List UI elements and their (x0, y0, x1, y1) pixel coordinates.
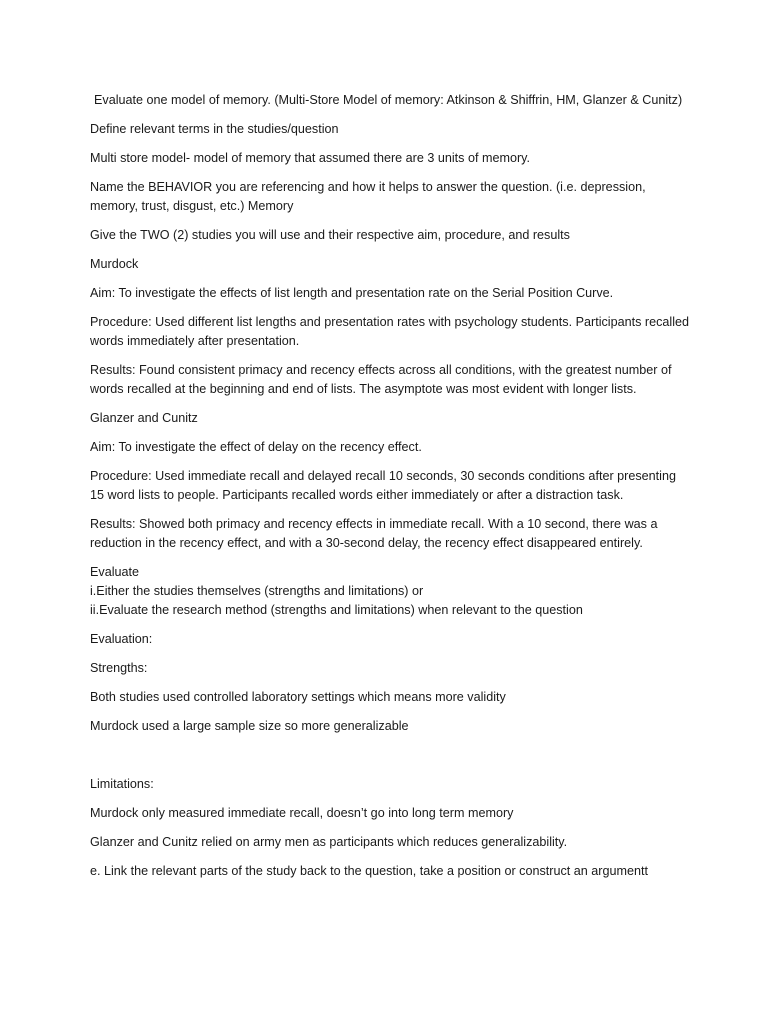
limitations-heading: Limitations: (90, 777, 154, 791)
evaluate-line-3: ii.Evaluate the research method (strengths and limitations) when relevant to the question (90, 603, 583, 617)
study1-aim: Aim: To investigate the effects of list length and presentation rate on the Serial Position Curve. (90, 286, 614, 300)
strength-1: Both studies used controlled laboratory settings which means more validity (90, 690, 506, 704)
study2-results: Results: Showed both primacy and recency effects in immediate recall. With a 10 second, there was a reduction in the recency effect, and with a 30-second delay, the recency effect disappeared entirely. (90, 517, 658, 550)
link-prompt: e. Link the relevant parts of the study back to the question, take a position or construct an argumentt (90, 864, 648, 878)
limitation-2: Glanzer and Cunitz relied on army men as participants which reduces generalizability. (90, 835, 568, 849)
blank-line (90, 746, 690, 775)
study1-name: Murdock (90, 257, 139, 271)
study2-name: Glanzer and Cunitz (90, 411, 198, 425)
study2-procedure: Procedure: Used immediate recall and delayed recall 10 seconds, 30 seconds conditions after presenting 15 word lists to people. Participants recalled words either immediately or after a distraction task. (90, 469, 676, 502)
document-page (90, 91, 690, 891)
evaluate-line-2: i.Either the studies themselves (strengths and limitations) or (90, 584, 424, 598)
behavior-prompt: Name the BEHAVIOR you are referencing and how it helps to answer the question. (i.e. depression, memory, trust, disgust, etc.) Memory (90, 180, 646, 213)
evaluate-line-1: Evaluate (90, 565, 140, 579)
study1-procedure: Procedure: Used different list lengths and presentation rates with psychology students. Participants recalled words immediately after presentation. (90, 315, 690, 348)
strengths-heading: Strengths: (90, 661, 148, 675)
study2-aim: Aim: To investigate the effect of delay on the recency effect. (90, 440, 422, 454)
studies-prompt: Give the TWO (2) studies you will use and their respective aim, procedure, and results (90, 228, 570, 242)
evaluation-heading: Evaluation: (90, 632, 153, 646)
definition-text: Multi store model- model of memory that assumed there are 3 units of memory. (90, 151, 531, 165)
essay-question: Evaluate one model of memory. (Multi-Store Model of memory: Atkinson & Shiffrin, HM, Glanzer & Cunitz) (94, 93, 683, 107)
limitation-1: Murdock only measured immediate recall, doesn’t go into long term memory (90, 806, 514, 820)
strength-2: Murdock used a large sample size so more generalizable (90, 719, 409, 733)
study1-results: Results: Found consistent primacy and recency effects across all conditions, with the greatest number of words recalled at the beginning and end of lists. The asymptote was most evident with longer lists. (90, 363, 672, 396)
define-prompt: Define relevant terms in the studies/question (90, 122, 339, 136)
evaluate-instructions (90, 563, 690, 620)
